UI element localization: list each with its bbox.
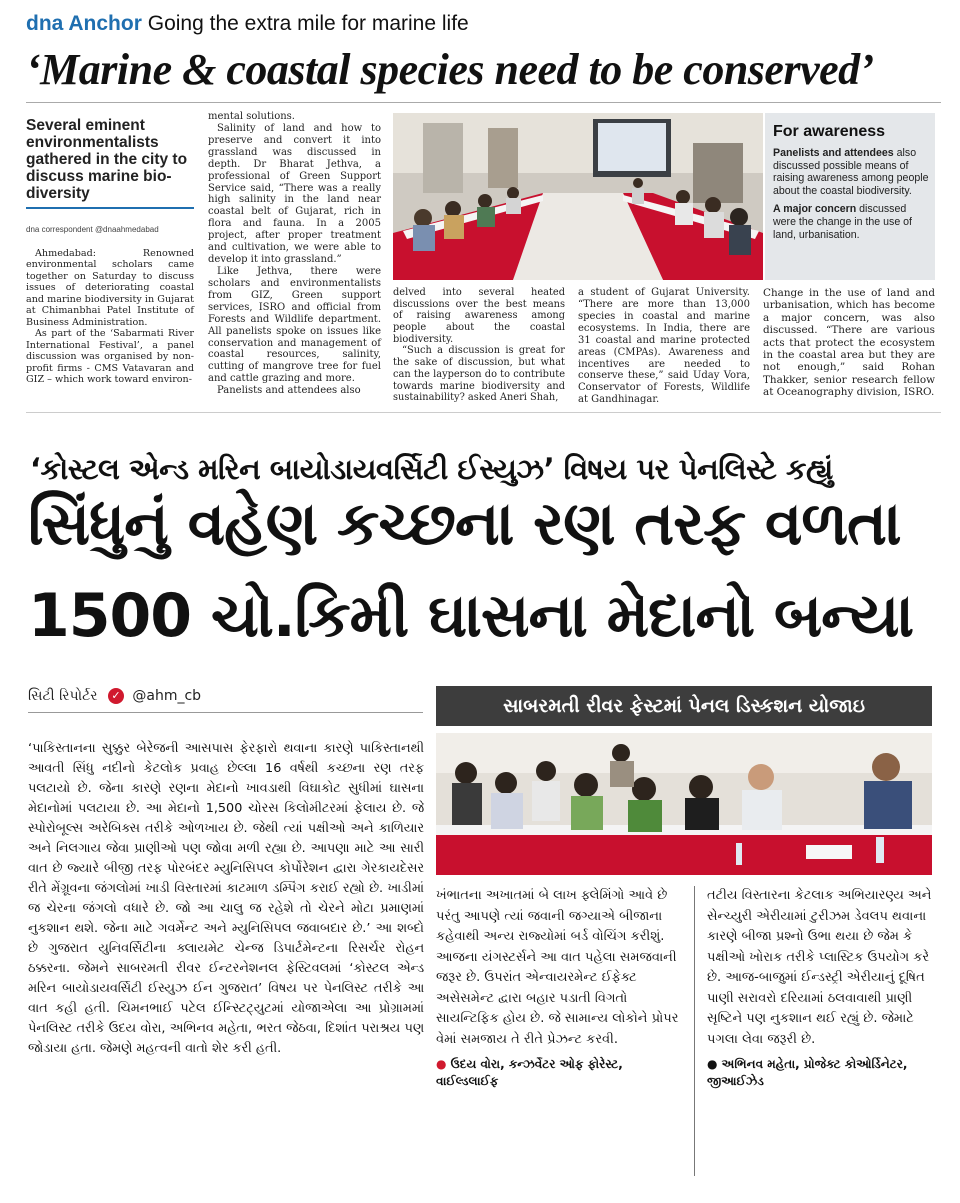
paragraph: Panelists and attendees also (217, 385, 361, 397)
panel-discussion-banner: સાબરમતી રીવર ફેસ્ટમાં પેનલ ડિસ્કશન યોજાઇ (436, 686, 932, 726)
deck-text: Several eminent environmentalists gathered in the city to discuss marine bio-diversity (26, 117, 188, 202)
paragraph: “Such a discussion is great for the sake of discussion, but what can the layperson do to contribute towards marine biodiversity and sustainability? asked Aneri Shah, (393, 345, 565, 404)
sidebar-paragraph (773, 203, 929, 241)
headline-rule (26, 102, 941, 103)
article-column-5 (763, 287, 935, 399)
paragraph: Change in the use of land and urbanisation, which has become a major concern, was also discussed. “There are various acts that protect the ecosystem in the coastal area but they are not enough,” said Rohan Thakker, senior research fellow at Oceanography division, ISRO. (763, 287, 935, 399)
quote-text: ખંભાતના અખાતમાં બે લાખ ફ્લેમિંગો આવે છે પરંતુ આપણે ત્યાં જવાની જગ્યાએ બીજાના કહેવાથી અન્ય રાજ્યોમાં બર્ડ વોચિંગ કરીશું. આજના યંગસ્ટર્સને આ વાત પહેલા સમજવાની જરૂર છે. ઉપરાંત એન્વાયરમેન્ટ ઈફેક્ટ અસેસમેન્ટ દ્વારા બહાર પડાતી વિગતો સાયન્ટિફિક હોય છે. જે સામાન્ય લોકોને પ્રોપર વેમાં સમજાય તે રીતે પ્રેઝન્ટ કરવી. (436, 888, 679, 1047)
panel-photo (436, 733, 932, 875)
paragraph: a student of Gujarat University. “There are more than 13,000 species in coastal and marine ecosystems. In India, there are 31 coastal and marine protected areas (CMPAs). Awareness and incentives are needed to conserve these,” said Uday Vora, Conservator of Forests, Wildlife at Gandhinagar. (578, 287, 750, 406)
twitter-bird-icon: ✓ (108, 688, 124, 704)
gujarati-article-body: ‘પાકિસ્તાનના સુક્કુર બેરેજની આસપાસ ફેરફારો થવાના કારણે પાકિસ્તાનથી આવતી સિંધુ નદીનો કેટલોક પ્રવાહ છેલ્લા 16 વર્ષથી કચ્છના રણ તરફ પલટાયો છે. જેના કારણે રણના મેદાનો ખાવડાથી વિઘાકોટ સુધીમાં ઘાસના મેદાનોમાં પલટાયા છે. આ મેદાનો 1,500 ચોરસ કિલોમીટરમાં ફેલાય છે. જે સ્પોરોબૂલ્સ અરેબિક્સ તરીકે ઓળખાય છે. જેથી ત્યાં પક્ષીઓ અને કાળિયાર અને નિલગાય જેવા પ્રાણીઓ પણ જોવા મળી રહ્યા છે. આપણા માટે આ સારી વાત છે જ્યારે બીજી તરફ પોરબંદર મ્યુનિસિપલ કોર્પોરેશન દ્વારા ગેરકાયદેસર રીતે મેંગ્રૂવના જંગલોમાં ખાડી વિસ્તારમાં કાટમાળ ડમ્પિંગ કરાઈ રહ્યો છે. ખાડીમાં જ ચેરના જંગલો વધારે છે. જો આ ચાલુ જ રહેશે તો ચેરને મોટા પ્રમાણમાં નુકશાન થશે. જેના માટે ગવર્મેન્ટ અને મ્યુનિસિપલ જવાબદાર છે.’ આ શબ્દો છે ગુજરાત યુનિવર્સિટીના ક્લાયમેટ ચેન્જ ડિપાર્ટમેન્ટના રિસર્ચર રોહન ઠક્કરના. જેમને સાબરમતી રીવર ઈન્ટરનેશનલ ફેસ્ટિવલમાં ‘કોસ્ટલ એન્ડ મરિન બાયોડાયવર્સિટી ઈસ્યુઝ ઈન ગુજરાત’ વિષય પર પેનલિસ્ટ તરીકે આ વાત કહી હતી. ચિમનભાઈ પટેલ ઈન્સ્ટિટ્યુટમાં યોજાએલા આ પ્રોગ્રામમાં પેનલિસ્ટ તરીકે ઉદય વોરા, અભિનવ મહેતા, ભરત જેઠવા, દિશાંત પરાશ્રય પણ જોડાયા હતા. જેમણે મહત્વની વાતો શેર કરી હતી. (28, 741, 424, 1056)
sidebar-body: discussed were the change in the use of land, urbanisation. (773, 203, 912, 241)
paragraph: Ahmedabad: Renowned environmental scholars came together on Saturday to discuss issues of deteriorating coastal and marine biodiversity in Gujarat at Chimanbhai Patel Institute of Business Administration. (26, 248, 194, 328)
conference-photo (393, 113, 763, 280)
sidebar-lead: Panelists and attendees (773, 147, 894, 159)
article-column-2 (208, 111, 381, 397)
paragraph: delved into several heated discussions over the best means of raising awareness among people about the coastal biodiversity. (393, 287, 565, 345)
sidebar-body: also discussed possible means of raising awareness among people about the coastal biodiversity. (773, 147, 929, 197)
credit-name: અભિનવ મહેતા, પ્રોજેક્ટ કોઓર્ડિનેટર, જીઆઈઝેડ (707, 1057, 908, 1088)
headline-line-1: સિંધુનું વહેણ કચ્છના રણ તરફ વળતા (28, 489, 901, 559)
quote-credit (436, 1056, 682, 1090)
byline-rule (28, 712, 423, 713)
kicker-text: Going the extra mile for marine life (147, 12, 469, 35)
reporter-label: સિટી રિપોર્ટર (28, 688, 98, 704)
deck-rule (26, 207, 194, 209)
paragraph: As part of the ‘Sabarmati River International Festival’, a panel discussion was organised by non-profit firms - CMS Vatavaran and GIZ – which work toward environ- (26, 328, 194, 385)
english-headline: ‘Marine & coastal species need to be conserved’ (26, 45, 874, 94)
quote-text: તટીય વિસ્તારના કેટલાક અભિયારણ્ય અને સેન્ચ્યુરી એરીયામાં ટુરીઝમ ડેવલપ થવાના કારણે બીજા પ્રશ્નો ઉભા થયા છે જેમ કે પક્ષીઓ ખોરાક તરીકે પ્લાસ્ટિક ઉપયોગ કરે છે. આજ-બાજુમાં ઈન્ડસ્ટ્રી એરીયાનું દૂષિત પાણી સરાવરો દરિયામાં ઠલવાવાથી પ્રાણી સૃષ્ટિને પણ નુકશાન થઈ રહ્યું છે. જેમાટે પગલા લેવા જરૂરી છે. (707, 888, 932, 1047)
paragraph: Salinity of land and how to preserve and convert it into grassland was discussed in depth. Dr Bharat Jethva, a professional of Green Support Service said, “There was a really high salinity in the land near coastal belt of Gujarat, rich in flora and fauna. In a 2005 project, after proper treatment and cultivation, we were able to develop it into grassland.” (208, 122, 381, 266)
clipping-divider (26, 412, 941, 413)
article-column-1 (26, 248, 194, 385)
english-byline: dna correspondent @dnaahmedabad (26, 225, 159, 234)
sidebar-lead: A major concern (773, 203, 857, 216)
headline-line-2: 1500 ચો.કિમી ઘાસના મેદાનો બન્યા (28, 581, 914, 651)
article-column-4 (578, 287, 750, 406)
panel-photo-illustration (436, 733, 932, 875)
bullet-icon: ● (436, 1057, 447, 1071)
gujarati-quote-column-1 (436, 886, 682, 1090)
sidebar-title: For awareness (773, 123, 886, 140)
brand-label: dna Anchor (26, 12, 142, 35)
bullet-icon: ● (707, 1057, 718, 1071)
sidebar-paragraph (773, 147, 929, 197)
gujarati-kicker: ‘કોસ્ટલ એન્ડ મરિન બાયોડાયવર્સિટી ઈસ્યુઝ’ વિષય પર પેનલિસ્ટે કહ્યું (30, 452, 833, 486)
article-column-3 (393, 287, 565, 404)
gujarati-quote-column-2 (707, 886, 933, 1090)
paragraph: Like Jethva, there were scholars and environmentalists from GIZ, Green support services, ISRO and official from Forests and Wildlife department. All panelists spoke on issues like conservation and management of coastal resources, salinity, cutting of mangrove tree for fuel and cattle grazing and more. (208, 265, 381, 385)
gujarati-headline (28, 489, 938, 651)
credit-name: ઉદય વોરા, કન્ઝર્વેટર ઓફ ફોરેસ્ટ, વાઈલ્ડલાઈફ (436, 1057, 623, 1088)
gujarati-byline (28, 688, 201, 704)
paragraph: mental solutions. (208, 111, 295, 122)
twitter-handle: @ahm_cb (132, 688, 202, 704)
column-divider (694, 886, 695, 1176)
quote-credit (707, 1056, 933, 1090)
clipping-kicker (26, 12, 469, 36)
for-awareness-box (765, 113, 935, 280)
conference-photo-illustration (393, 113, 763, 280)
